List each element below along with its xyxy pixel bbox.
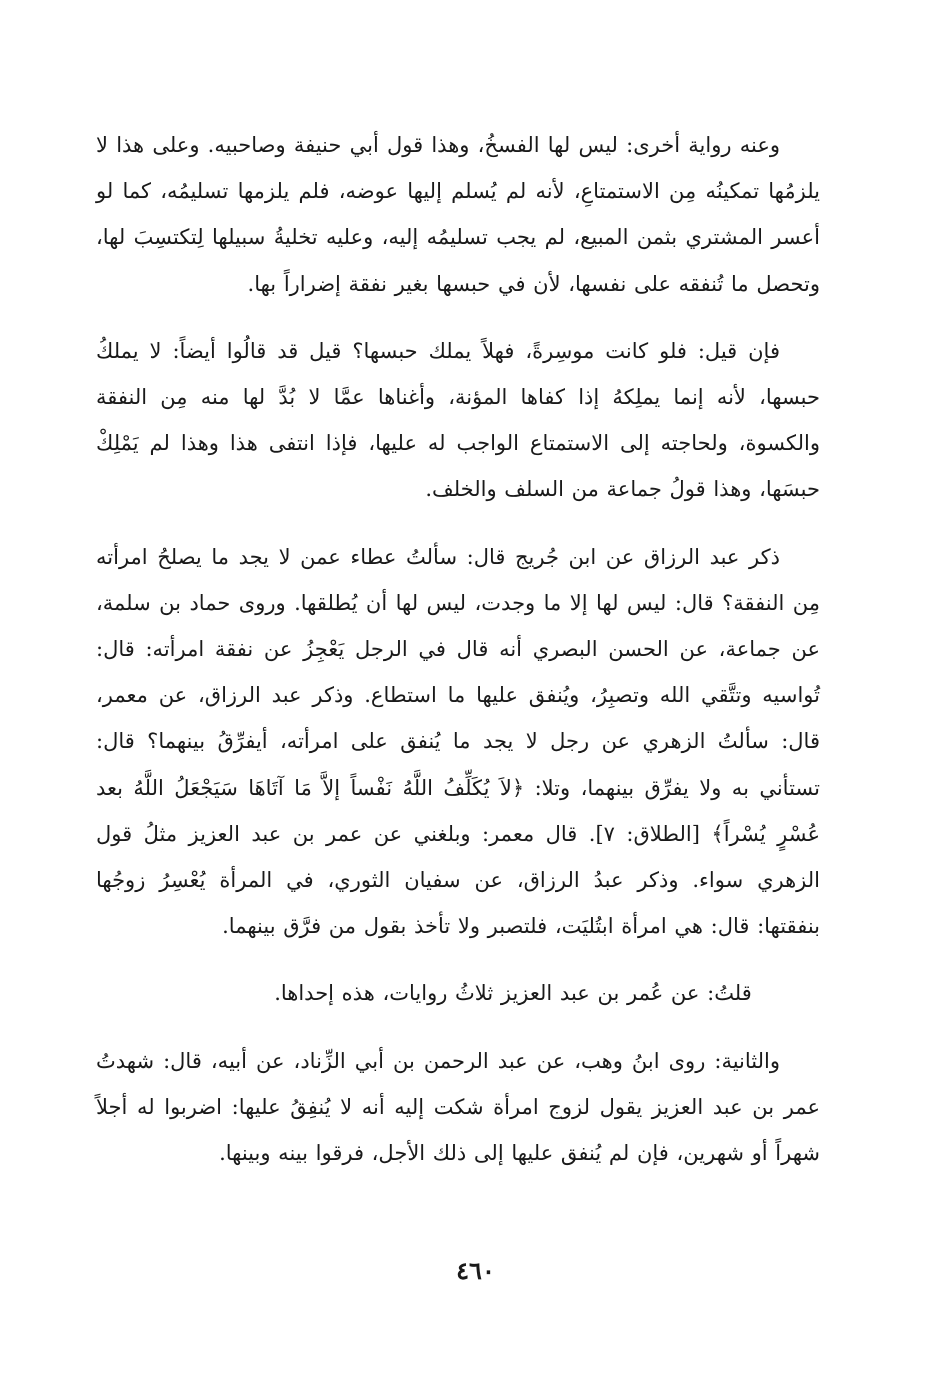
paragraph-1: وعنه رواية أخرى: ليس لها الفسخُ، وهذا قول أبي حنيفة وصاحبيه. وعلى هذا لا يلزمُها تمكينُه مِن الاستمتاعِ، لأنه لم يُسلم إليها عوضه، فلم يلزمها تسليمُه، كما لو أعسر المشتري بثمن المبيع، لم يجب تسليمُه إليه، وعليه تخليةُ سبيلها لِتكتسِبَ لها، وتحصل ما تُنفقه على نفسها، لأن في حبسها بغير نفقة إضراراً بها. xyxy=(96,133,820,296)
paragraph-3: ذكر عبد الرزاق عن ابن جُريج قال: سألتُ عطاء عمن لا يجد ما يصلحُ امرأته مِن النفقة؟ قال: ليس لها إلا ما وجدت، ليس لها أن يُطلقها. وروى حماد بن سلمة، عن جماعة، عن الحسن البصري أنه قال في الرجل يَعْجِزُ عن نفقة امرأته: قال: تُواسيه وتتَّقي الله وتصبِرُ، ويُنفق عليها ما استطاع. وذكر عبد الرزاق، عن معمر، قال: سألتُ الزهري عن رجل لا يجد ما يُنفق على امرأته، أيفرِّقُ بينهما؟ قال: تستأني به ولا يفرِّق بينهما، وتلا: ﴿لاَ يُكَلِّفُ اللَّهُ نَفْساً إلاَّ مَا آتَاهَا سَيَجْعَلُ اللَّهُ بعد عُسْرٍ يُسْراً﴾ [الطلاق: ٧]. قال معمر: وبلغني عن عمر بن عبد العزيز مثلُ قول الزهري سواء. وذكر عبدُ الرزاق، عن سفيان الثوري، في المرأة يُعْسِرُ زوجُها بنفقتها: قال: هي امرأة ابتُليَت، فلتصبر ولا تأخذ بقول من فرَّق بينهما. xyxy=(96,544,821,939)
page-number: ٤٦٠ xyxy=(456,1256,495,1285)
body-text xyxy=(96,122,820,1176)
paragraph-4: قلتُ: عن عُمر بن عبد العزيز ثلاثُ روايات، هذه إحداها. xyxy=(274,981,752,1006)
paragraph-5: والثانية: روى ابنُ وهب، عن عبد الرحمن بن أبي الزِّناد، عن أبيه، قال: شهدتُ عمر بن عبد العزيز يقول لزوج امرأة شكت إليه أنه لا يُنفِقُ عليها: اضربوا له أجلاً شهراً أو شهرين، فإن لم يُنفق عليها إلى ذلك الأجل، فرقوا بينه وبينها. xyxy=(96,1048,820,1166)
paragraph-2: فإن قيل: فلو كانت موسِرةً، فهلاً يملك حبسها؟ قيل قد قالُوا أيضاً: لا يملكُ حبسها، لأنه إنما يملِكهُ إذا كفاها المؤنة، وأغناها عمَّا لا بُدَّ لها منه مِن النفقة والكسوة، ولحاجته إلى الاستمتاع الواجب له عليها، فإذا انتفى هذا وهذا لم يَمْلِكْ حبسَها، وهذا قولُ جماعة من السلف والخلف. xyxy=(96,338,820,502)
